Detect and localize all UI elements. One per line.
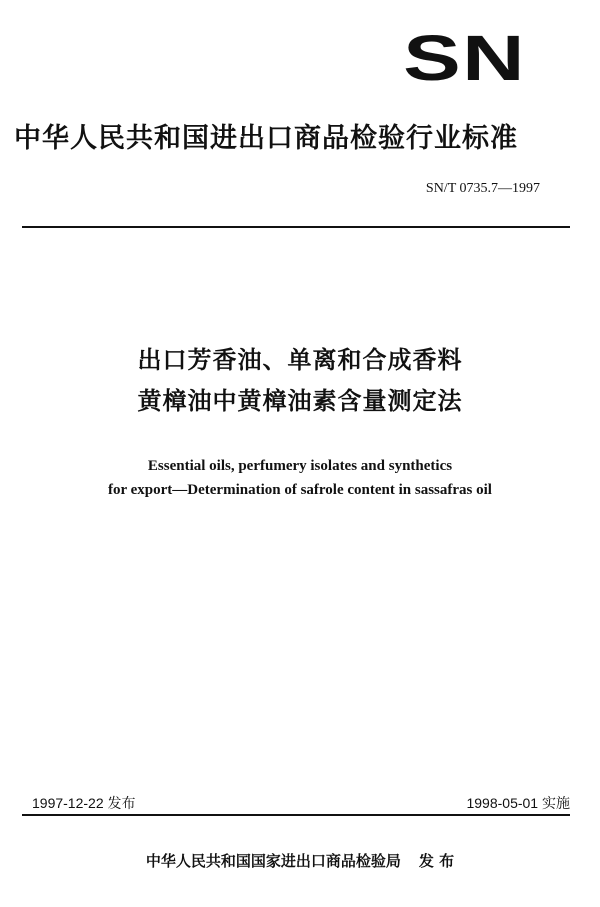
title-zh-line2: 黄樟油中黄樟油素含量测定法	[137, 387, 463, 415]
title-en-line1: Essential oils, perfumery isolates and synthetics	[147, 458, 453, 474]
implementation-date: 1998-05-01 实施	[466, 795, 570, 811]
standard-type-heading: 中华人民共和国进出口商品检验行业标准	[14, 123, 518, 154]
publish-action: 发 布	[418, 852, 455, 870]
publisher-name: 中华人民共和国国家进出口商品检验局	[145, 852, 401, 870]
standard-code: SN/T 0735.7—1997	[425, 181, 540, 196]
publisher-line	[0, 850, 600, 871]
issue-date: 1997-12-22 发布	[32, 795, 136, 811]
sn-logo: SN	[403, 22, 526, 94]
title-en-line2: for export—Determination of safrole content in sassafras oil	[108, 482, 492, 498]
bottom-rule	[22, 814, 570, 816]
title-zh-line1: 出口芳香油、单离和合成香料	[137, 346, 463, 374]
top-rule	[22, 226, 570, 228]
